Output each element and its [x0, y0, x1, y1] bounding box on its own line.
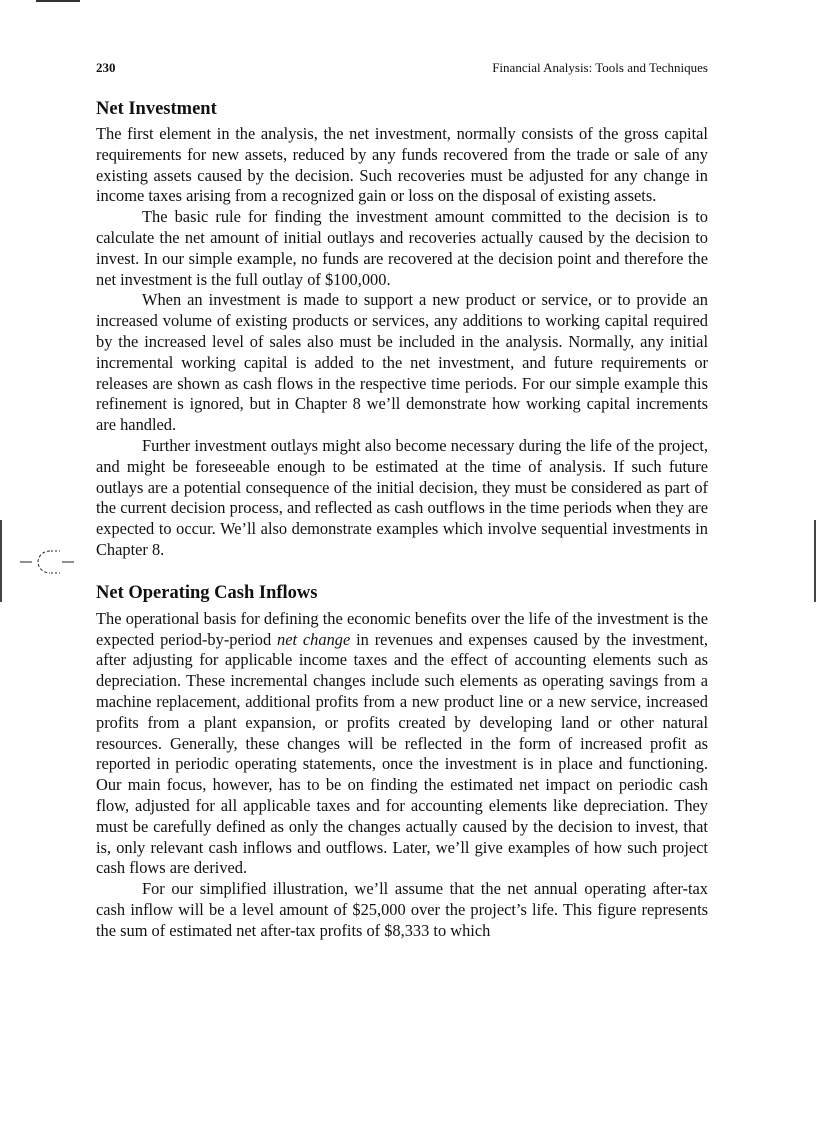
- crop-mark-left: [0, 520, 2, 602]
- text-run: The operational basis for defining the economic benefits over the life of the investment is the expected period-by-period: [96, 608, 708, 649]
- paragraph: The first element in the analysis, the net investment, normally consists of the gross capital requirements for new assets, reduced by any funds recovered from the trade or sale of any existing assets caused by the decision. Such recoveries must be adjusted for any change in income taxes arising from a recognized gain or loss on the disposal of existing assets.: [96, 124, 708, 206]
- emphasis: net change: [277, 629, 351, 649]
- paragraph: [96, 609, 708, 879]
- paragraph: When an investment is made to support a new product or service, or to provide an increased volume of existing products or services, any additions to working capital required by the increased level of sales also must be included in the analysis. Normally, any initial incremental working capital is added to the net investment, and future requirements or releases are shown as cash flows in the respective time periods. For our simple example this refinement is ignored, but in Chapter 8 we’ll demonstrate how working capital increments are handled.: [96, 290, 708, 435]
- paragraph: For our simplified illustration, we’ll assume that the net annual operating after-tax cash inflow will be a level amount of $25,000 over the project’s life. This figure represents the sum of estimated net after-tax profits of $8,333 to which: [96, 879, 708, 940]
- text-run: in revenues and expenses caused by the investment, after adjusting for applicable income taxes and the effect of accounting elements such as depreciation. These incremental changes include such elements as operating savings from a machine replacement, additional profits from a new product line or a new service, increased profits from a plant expansion, or profits created by developing land or other natural resources. Generally, these changes will be reflected in the form of increased profit as reported in periodic operating statements, once the investment is in place and functioning. Our main focus, however, has to be on finding the estimated net impact on periodic cash flow, adjusted for all applicable taxes and for accounting elements like depreciation. They must be carefully defined as only the changes actually caused by the decision to invest, that is, only relevant cash inflows and outflows. Later, we’ll give examples of how such project cash flows are derived.: [96, 629, 708, 878]
- registration-mark-icon: [20, 545, 80, 579]
- section-heading-net-investment: Net Investment: [96, 99, 217, 119]
- running-title: Financial Analysis: Tools and Techniques: [492, 60, 708, 75]
- paragraph: Further investment outlays might also become necessary during the life of the project, and might be foreseeable enough to be estimated at the time of analysis. If such future outlays are a potential consequence of the initial decision, they must be considered as part of the current decision process, and reflected as cash outflows in the time periods when they are expected to occur. We’ll also demonstrate examples which involve sequential investments in Chapter 8.: [96, 435, 708, 559]
- crop-mark-top: [36, 0, 80, 2]
- section-heading-net-operating-cash-inflows: Net Operating Cash Inflows: [96, 582, 318, 603]
- paragraph: The basic rule for finding the investment amount committed to the decision is to calculate the net amount of initial outlays and recoveries actually caused by the decision to invest. In our simple example, no funds are recovered at the decision point and therefore the net investment is the full outlay of $100,000.: [96, 207, 708, 289]
- page-number: 230: [96, 60, 116, 75]
- body-text: [96, 96, 708, 941]
- running-header: [96, 60, 708, 80]
